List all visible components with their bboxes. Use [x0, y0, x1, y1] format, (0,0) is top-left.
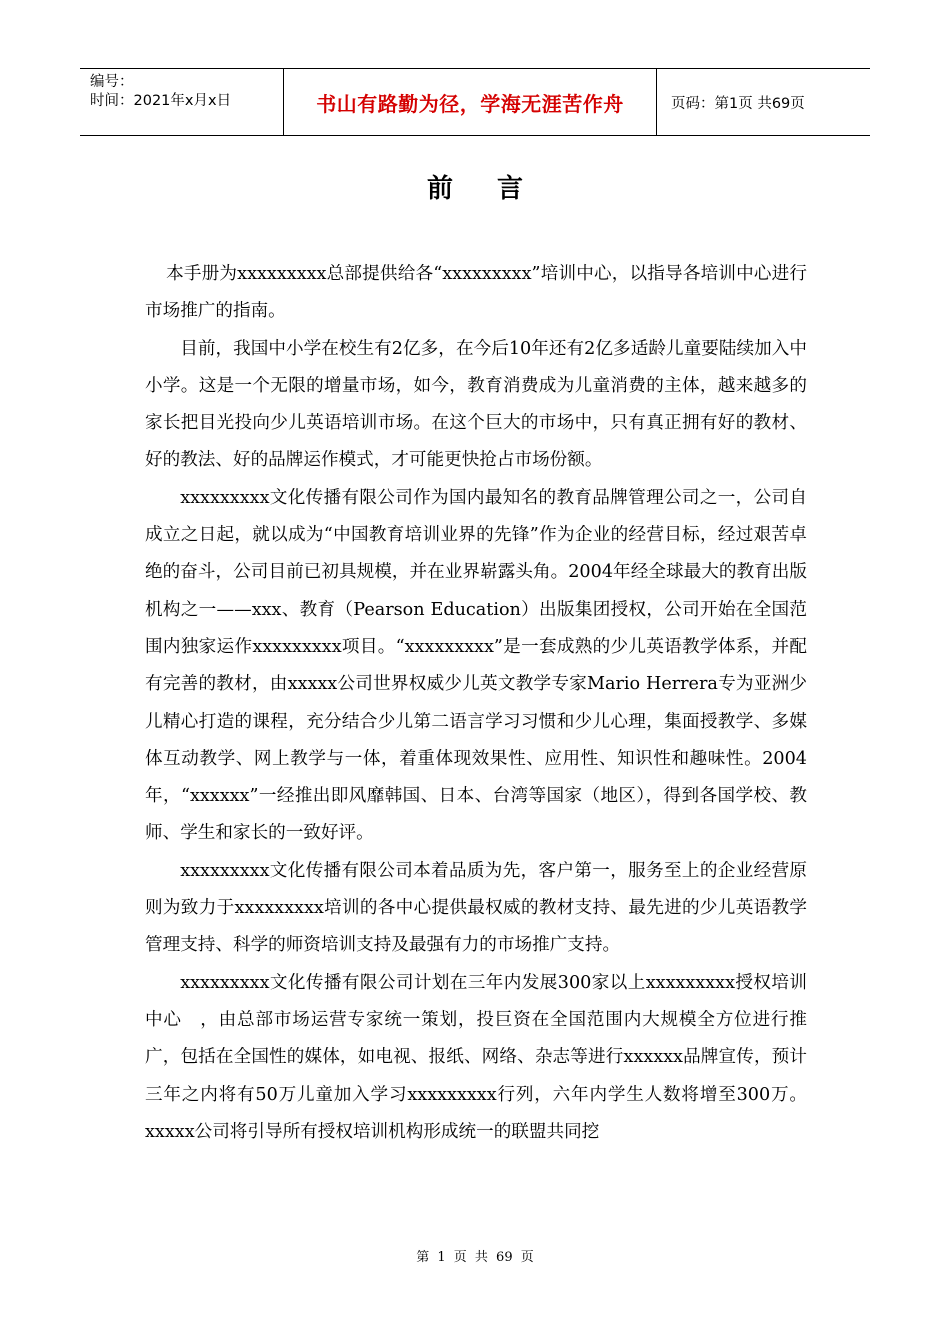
paragraph-intro: 本手册为xxxxxxxxx总部提供给各“xxxxxxxxx”培训中心，以指导各培训中心进行市场推广的指南。 [145, 264, 807, 322]
number-label: 编号： [90, 74, 134, 90]
time-label: 时间：2021年x月x日 [90, 93, 232, 109]
header-page-cell [657, 69, 870, 135]
body-content [145, 256, 807, 1151]
paragraph-market: 目前，我国中小学在校生有2亿多，在今后10年还有2亿多适龄儿童要陆续加入中小学。这是一个无限的增量市场，如今，教育消费成为儿童消费的主体，越来越多的家长把目光投向少儿英语培训市场。在这个巨大的市场中，只有真正拥有好的教材、好的教法、好的品牌运作模式，才可能更快抢占市场份额。 [145, 338, 807, 471]
paragraph-company: xxxxxxxxx文化传播有限公司作为国内最知名的教育品牌管理公司之一，公司自成立之日起，就以成为“中国教育培训业界的先锋”作为企业的经营目标，经过艰苦卓绝的奋斗，公司目前已初具规模，并在业界崭露头角。2004年经全球最大的教育出版机构之一——xxx、教育（Pearson Education）出版集团授权，公司开始在全国范围内独家运作xxxxxxxxx项目。“xxxxxxxxx”是一套成熟的少儿英语教学体系，并配有完善的教材，由xxxxx公司世界权威少儿英文教学专家Mario Herrera专为亚洲少儿精心打造的课程，充分结合少儿第二语言学习习惯和少儿心理，集面授教学、多媒体互动教学、网上教学与一体，着重体现效果性、应用性、知识性和趣味性。2004年，“xxxxxx”一经推出即风靡韩国、日本、台湾等国家（地区），得到各国学校、教师、学生和家长的一致好评。 [145, 487, 807, 844]
paragraph-plan: xxxxxxxxx文化传播有限公司计划在三年内发展300家以上xxxxxxxxx授权培训中心 ，由总部市场运营专家统一策划，投巨资在全国范围内大规模全方位进行推广，包括在全国性的媒体，如电视、报纸、网络、杂志等进行xxxxxx品牌宣传，预计三年之内将有50万儿童加入学习xxxxxxxxx行列，六年内学生人数将增至300万。xxxxx公司将引导所有授权培训机构形成统一的联盟共同挖 [145, 972, 807, 1142]
page-title: 前言 [426, 174, 567, 204]
header-motto-cell [283, 69, 657, 135]
page-info: 页码：第1页 共69页 [671, 95, 805, 112]
page-footer: 第 1 页 共 69 页 [416, 1250, 534, 1265]
document-header [80, 68, 870, 136]
motto-text: 书山有路勤为径，学海无涯苦作舟 [316, 91, 624, 116]
header-meta-cell [80, 69, 283, 135]
paragraph-principles: xxxxxxxxx文化传播有限公司本着品质为先，客户第一，服务至上的企业经营原则为致力于xxxxxxxxx培训的各中心提供最权威的教材支持、最先进的少儿英语教学管理支持、科学的师资培训支持及最强有力的市场推广支持。 [145, 860, 807, 956]
